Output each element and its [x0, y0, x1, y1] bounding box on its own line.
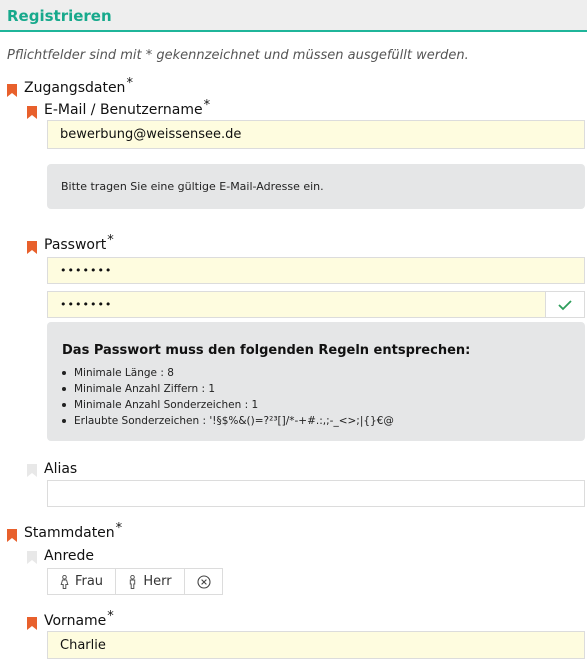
female-icon: [60, 575, 69, 589]
clear-circle-icon: [197, 575, 211, 589]
page-title: Registrieren: [7, 7, 112, 25]
email-label: E-Mail / Benutzername*: [44, 98, 211, 118]
male-icon: [128, 575, 137, 589]
password-field[interactable]: •••••••: [47, 257, 585, 284]
firstname-field[interactable]: Charlie: [47, 631, 585, 659]
salutation-option-label: Herr: [143, 574, 172, 589]
password-rule-item: Minimale Anzahl Ziffern : 1: [62, 381, 394, 397]
page-header: [0, 0, 587, 32]
salutation-label: Anrede: [44, 548, 95, 564]
section-label-access: Zugangsdaten*: [24, 76, 133, 96]
optional-bookmark-icon: [27, 464, 37, 477]
required-hint: Pflichtfelder sind mit * gekennzeichnet und müssen ausgefüllt werden.: [7, 48, 469, 63]
required-bookmark-icon: [27, 106, 37, 119]
email-info-text: Bitte tragen Sie eine gültige E-Mail-Adresse ein.: [61, 180, 324, 193]
alias-field[interactable]: [47, 480, 585, 507]
password-rule-item: Erlaubte Sonderzeichen : '!§$%&()=?²³[]/*-+#.:,;-_<>;|{}€@: [62, 413, 394, 429]
required-bookmark-icon: [27, 241, 37, 254]
required-bookmark-icon: [7, 84, 17, 97]
salutation-option-frau[interactable]: [47, 568, 116, 595]
password-rule-item: Minimale Anzahl Sonderzeichen : 1: [62, 397, 394, 413]
password-confirm-field[interactable]: •••••••: [47, 291, 546, 318]
alias-label: Alias: [44, 461, 78, 477]
password-valid-indicator: [545, 291, 585, 318]
salutation-option-label: Frau: [74, 574, 104, 589]
password-label: Passwort*: [44, 233, 114, 253]
password-rule-item: Minimale Länge : 8: [62, 365, 394, 381]
section-label-master: Stammdaten*: [24, 521, 123, 541]
required-bookmark-icon: [27, 617, 37, 630]
email-info-box: [47, 164, 585, 209]
firstname-label: Vorname*: [44, 609, 114, 629]
salutation-option-herr[interactable]: [115, 568, 185, 595]
check-icon: [558, 299, 572, 311]
password-rules-title: Das Passwort muss den folgenden Regeln entsprechen:: [62, 343, 471, 358]
email-field[interactable]: bewerbung@weissensee.de: [47, 120, 585, 149]
salutation-clear-button[interactable]: [184, 568, 223, 595]
required-bookmark-icon: [7, 529, 17, 542]
password-rules-list: [62, 365, 394, 429]
password-rules-box: [47, 322, 585, 441]
optional-bookmark-icon: [27, 551, 37, 564]
